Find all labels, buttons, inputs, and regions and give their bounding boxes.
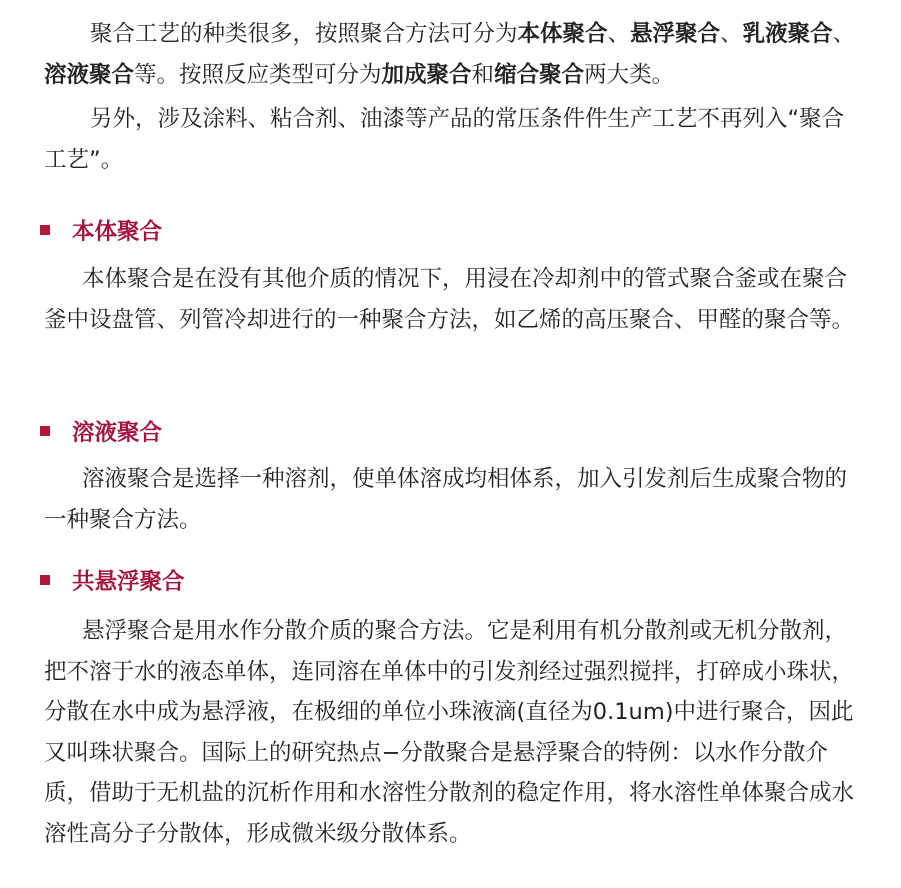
- section-heading-solution: [40, 411, 162, 451]
- section-body-solution: 溶液聚合是选择一种溶剂，使单体溶成均相体系，加入引发剂后生成聚合物的一种聚合方法。: [44, 466, 848, 533]
- section-body-suspension: 悬浮聚合是用水作分散介质的聚合方法。它是利用有机分散剂或无机分散剂，把不溶于水的液态单体，连同溶在单体中的引发剂经过强烈搅拌，打碎成小珠状，分散在水中成为悬浮液，在极细的单位小珠液滴(直径为0.1um)中进行聚合，因此又叫珠状聚合。国际上的研究热点−分散聚合是悬浮聚合的特例：以水作分散介质，借助于无机盐的沉析作用和水溶性分散剂的稳定作用，将水溶性单体聚合成水溶性高分子分散体，形成微米级分散体系。: [44, 618, 855, 847]
- section-heading-suspension: [40, 560, 185, 600]
- section-title: 本体聚合: [72, 219, 163, 245]
- term-emulsion-polymerization: 乳液聚合: [742, 21, 833, 47]
- section-body-bulk: 本体聚合是在没有其他介质的情况下，用浸在冷却剂中的管式聚合釜或在聚合釜中设盘管、列管冷却进行的一种聚合方法，如乙烯的高压聚合、甲醛的聚合等。: [44, 266, 855, 333]
- intro-text: 和: [471, 61, 495, 88]
- term-solution-polymerization: 溶液聚合: [44, 61, 135, 88]
- term-bulk-polymerization: 本体聚合: [517, 21, 608, 47]
- square-bullet-icon: [40, 426, 50, 436]
- intro-text: 、: [607, 21, 631, 47]
- square-bullet-icon: [40, 575, 50, 585]
- section-title: 溶液聚合: [72, 420, 163, 446]
- term-condensation-polymerization: 缩合聚合: [494, 61, 585, 88]
- intro-text: 等。按照反应类型可分为: [134, 61, 382, 88]
- square-bullet-icon: [40, 225, 50, 235]
- intro-text: 两大类。: [584, 61, 675, 88]
- section-title: 共悬浮聚合: [72, 569, 185, 595]
- intro-text: 、: [832, 21, 856, 47]
- term-suspension-polymerization: 悬浮聚合: [630, 21, 721, 47]
- intro-paragraph-1: [44, 14, 864, 95]
- intro-text: 、: [720, 21, 743, 47]
- intro-text: 聚合工艺的种类很多，按照聚合方法可分为: [90, 21, 518, 47]
- section-heading-bulk: [40, 210, 162, 250]
- intro-paragraph-2: 另外，涉及涂料、粘合剂、油漆等产品的常压条件件生产工艺不再列入“聚合工艺”。: [44, 106, 845, 173]
- term-addition-polymerization: 加成聚合: [381, 61, 472, 88]
